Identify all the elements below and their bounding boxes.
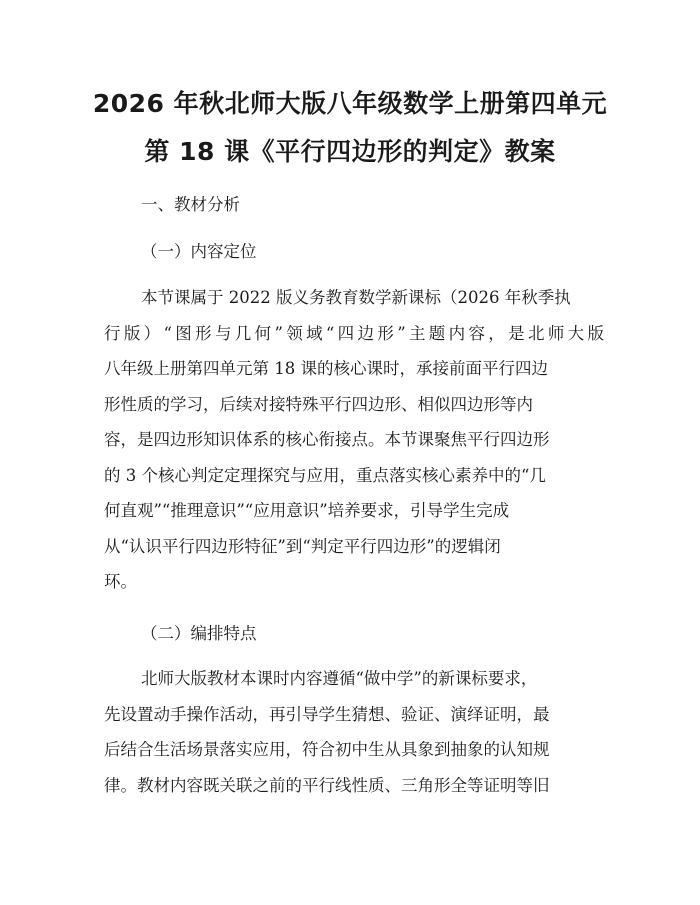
paragraph-line: 形性质的学习，后续对接特殊平行四边形、相似四边形等内 — [104, 394, 533, 414]
paragraph-line: 容，是四边形知识体系的核心衔接点。本节课聚焦平行四边形 — [104, 430, 550, 449]
subsection-heading-content-positioning: （一）内容定位 — [141, 242, 257, 261]
paragraph-line: 北师大版教材本课时内容遵循“做中学”的新课标要求， — [141, 669, 538, 688]
document-title-line-1: 2026 年秋北师大版八年级数学上册第四单元 — [92, 89, 608, 118]
section-heading-textbook-analysis: 一、教材分析 — [141, 195, 240, 214]
paragraph-line: 从“认识平行四边形特征”到“判定平行四边形”的逻辑闭 — [104, 536, 501, 556]
paragraph-line: 行版）“图形与几何”领域“四边形”主题内容，是北师大版 — [104, 323, 604, 343]
paragraph-line: 的 3 个核心判定定理探究与应用，重点落实核心素养中的“几 — [104, 465, 546, 485]
paragraph-line: 环。 — [104, 572, 137, 591]
paragraph-content-positioning — [104, 280, 604, 600]
paragraph-arrangement-features — [104, 661, 604, 803]
paragraph-line: 后结合生活场景落实应用，符合初中生从具象到抽象的认知规 — [104, 740, 550, 759]
document-title-line-2: 第 18 课《平行四边形的判定》教案 — [144, 137, 556, 166]
paragraph-line: 何直观”“推理意识”“应用意识”培养要求，引导学生完成 — [104, 501, 510, 520]
paragraph-line: 律。教材内容既关联之前的平行线性质、三角形全等证明等旧 — [104, 775, 550, 795]
paragraph-line: 本节课属于 2022 版义务教育数学新课标（2026 年秋季执 — [141, 288, 571, 307]
paragraph-line: 先设置动手操作活动，再引导学生猜想、验证、演绎证明，最 — [104, 704, 550, 724]
paragraph-line: 八年级上册第四单元第 18 课的核心课时，承接前面平行四边 — [104, 359, 548, 378]
subsection-heading-arrangement-features: （二）编排特点 — [141, 624, 257, 643]
